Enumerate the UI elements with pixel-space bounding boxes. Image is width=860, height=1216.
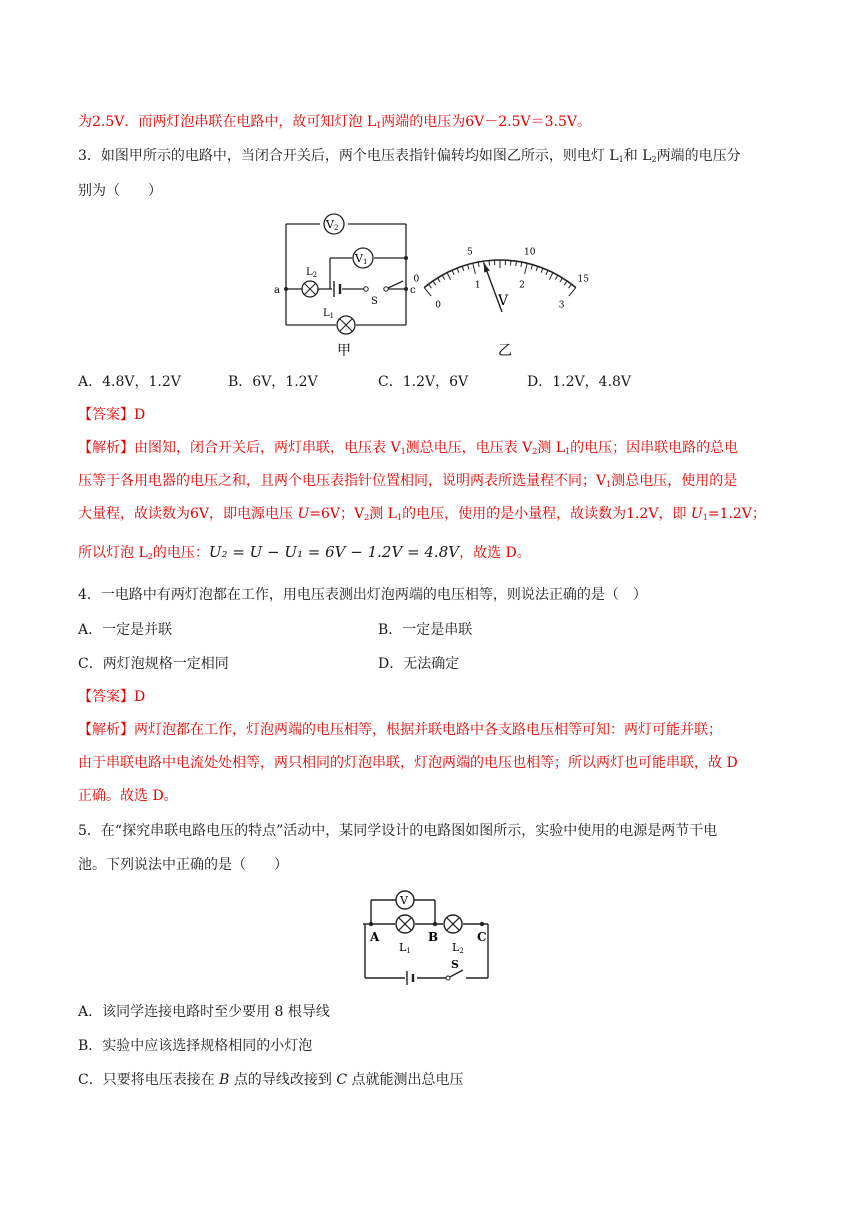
subscript: 1 bbox=[606, 480, 612, 489]
q5-option-b[interactable]: B．实验中应该选择规格相同的小灯泡 bbox=[78, 1038, 313, 1054]
formula: U₂ = U − U₁ = 6V − 1.2V = 4.8V bbox=[208, 543, 460, 561]
italic-symbol: U bbox=[690, 506, 703, 522]
v1-label: V1 bbox=[355, 252, 368, 266]
dial-tick bbox=[478, 262, 479, 267]
q3-stem-line2: 别为（ ） bbox=[78, 183, 162, 199]
analysis-text: 压等于各用电器的电压之和，且两个电压表指针位置相同，说明两表所选量程不同；V bbox=[78, 473, 607, 489]
dial-tick bbox=[433, 281, 436, 285]
q4-option-c[interactable]: C．两灯泡规格一定相同 bbox=[78, 656, 229, 672]
analysis-text: 测 L bbox=[369, 506, 397, 522]
dial-tick bbox=[569, 288, 576, 296]
intro-line bbox=[78, 112, 790, 136]
analysis-tag: 【解析】 bbox=[78, 722, 134, 738]
dial-unit-label: V bbox=[498, 293, 509, 309]
italic-symbol: B bbox=[219, 1072, 230, 1088]
q3-analysis-line4 bbox=[78, 542, 790, 567]
voltmeter-label: V bbox=[400, 894, 408, 907]
answer-value: D bbox=[134, 689, 146, 705]
node-c-label: c bbox=[410, 285, 416, 296]
q4-answer-line bbox=[78, 687, 790, 707]
dial-tick bbox=[437, 278, 440, 282]
analysis-text: 两灯泡都在工作，灯泡两端的电压相等，根据并联电路中各支路电压相等可知：两灯可能并联； bbox=[134, 722, 722, 738]
node-c-label: C bbox=[477, 930, 487, 944]
dial-tick bbox=[428, 284, 431, 288]
dial-tick bbox=[447, 273, 451, 280]
dial-tick bbox=[521, 262, 522, 267]
subscript: 2 bbox=[147, 552, 153, 561]
analysis-text: 所以灯泡 L bbox=[78, 545, 148, 561]
l2-label: $L_2$ bbox=[306, 267, 318, 279]
node-b-dot bbox=[433, 922, 437, 926]
switch-contact bbox=[364, 287, 368, 291]
dial-tick bbox=[549, 273, 553, 280]
answer-tag: 【答案】 bbox=[78, 407, 134, 423]
junction-dot bbox=[404, 256, 408, 260]
option-text: C．只要将电压表接在 bbox=[78, 1072, 220, 1088]
junction-dot bbox=[284, 287, 288, 291]
option-text: 点的导线改接到 bbox=[229, 1072, 337, 1088]
dial-inner-tick-label: 1 bbox=[474, 280, 481, 291]
dial-outer-tick-label: 0 bbox=[413, 274, 420, 285]
dial-inner-tick-label: 3 bbox=[558, 300, 565, 311]
subscript: 2 bbox=[651, 155, 657, 164]
junction-dot bbox=[404, 287, 408, 291]
analysis-text: 大量程，故读数为6V，即电源电压 bbox=[78, 506, 298, 522]
analysis-text: 的电压；因串联电路的总电 bbox=[570, 440, 739, 456]
q4-option-a[interactable]: A．一定是并联 bbox=[78, 622, 173, 638]
dial-tick bbox=[457, 268, 459, 273]
analysis-text: 测总电压，电压表 V bbox=[405, 440, 533, 456]
intro-text: 两端的电压为6V－2.5V＝3.5V。 bbox=[381, 114, 591, 130]
v2-label: V2 bbox=[326, 218, 339, 232]
figure-caption-yi: 乙 bbox=[498, 343, 512, 359]
q3-option-b[interactable]: B．6V，1.2V bbox=[228, 374, 318, 390]
subscript: 1 bbox=[400, 447, 406, 456]
subscript: 1 bbox=[618, 155, 624, 164]
dial-tick bbox=[536, 266, 538, 271]
subscript: 1 bbox=[396, 513, 403, 522]
dial-tick bbox=[452, 270, 454, 275]
subscript: 1 bbox=[565, 447, 571, 456]
q5-stem-line2: 池。下列说法中正确的是（ ） bbox=[78, 857, 288, 873]
figure-caption-jia: 甲 bbox=[337, 343, 351, 359]
analysis-text: 由图知，闭合开关后，两灯串联，电压表 V bbox=[134, 440, 401, 456]
subscript: 1 bbox=[702, 513, 708, 522]
switch-label: S bbox=[371, 296, 378, 307]
dial-outer-tick-label: 5 bbox=[467, 247, 473, 258]
dial-tick bbox=[467, 265, 468, 270]
lamp-l1-icon bbox=[396, 915, 414, 933]
dial-tick bbox=[462, 266, 464, 271]
analysis-text: ，故选 D。 bbox=[459, 545, 531, 561]
dial-tick bbox=[555, 275, 557, 279]
answer-tag: 【答案】 bbox=[78, 689, 134, 705]
answer-value: D bbox=[134, 407, 146, 423]
q3-stem-text: 两端的电压分 bbox=[656, 148, 741, 164]
dial-tick bbox=[569, 284, 572, 288]
italic-symbol: U bbox=[297, 506, 310, 522]
subscript: 2 bbox=[532, 447, 538, 456]
q4-analysis-line2: 由于串联电路中电流处处相等，两只相同的灯泡串联，灯泡两端的电压也相等；所以两灯也可能串联，故 D bbox=[78, 755, 738, 771]
dial-tick bbox=[473, 263, 476, 274]
analysis-tag: 【解析】 bbox=[78, 440, 134, 456]
switch-contact bbox=[384, 287, 388, 291]
analysis-text: 的电压，使用的是小量程，故读数为1.2V，即 bbox=[402, 506, 691, 522]
q4-option-d[interactable]: D．无法确定 bbox=[378, 656, 460, 672]
lamp-l2-icon bbox=[302, 281, 318, 297]
q5-option-c[interactable] bbox=[78, 1070, 790, 1090]
dial-tick bbox=[525, 263, 528, 274]
italic-symbol: C bbox=[336, 1072, 348, 1088]
node-b-label: B bbox=[428, 930, 439, 944]
l2-label: L2 bbox=[452, 941, 464, 955]
q3-option-c[interactable]: C．1.2V，6V bbox=[378, 374, 469, 390]
dial-tick bbox=[442, 275, 444, 279]
q3-circuit-figure bbox=[268, 212, 418, 362]
q3-voltmeter-dial-figure bbox=[413, 220, 598, 362]
analysis-text: 测总电压，使用的是 bbox=[611, 473, 738, 489]
dial-outer-tick-label: 15 bbox=[577, 274, 590, 285]
dial-tick bbox=[531, 265, 532, 270]
analysis-text: 测 L bbox=[537, 440, 566, 456]
node-c-dot bbox=[480, 922, 484, 926]
lamp-l2-icon bbox=[444, 915, 462, 933]
q4-analysis-line1 bbox=[78, 720, 790, 740]
dial-tick bbox=[516, 261, 517, 266]
analysis-text: =6V；V bbox=[309, 506, 365, 522]
q5-circuit-figure bbox=[355, 884, 505, 990]
option-text: 点就能测出总电压 bbox=[347, 1072, 464, 1088]
q3-analysis-line1 bbox=[78, 438, 790, 462]
switch-contact bbox=[446, 976, 450, 980]
intro-text: 为2.5V．而两灯泡串联在电路中，故可知灯泡 L bbox=[78, 114, 377, 130]
q3-option-a[interactable]: A．4.8V，1.2V bbox=[78, 374, 181, 390]
dial-tick bbox=[541, 268, 543, 273]
lamp-l1-icon bbox=[337, 316, 355, 334]
q3-answer-line bbox=[78, 405, 790, 425]
q3-option-d[interactable]: D．1.2V，4.8V bbox=[527, 374, 631, 390]
q4-option-b[interactable]: B．一定是串联 bbox=[378, 622, 473, 638]
analysis-text: =1.2V； bbox=[707, 506, 766, 522]
q5-stem-line1: 5．在“探究串联电路电压的特点”活动中，某同学设计的电路图如图所示，实验中使用的电源是两节干电 bbox=[78, 823, 718, 839]
analysis-text: 的电压： bbox=[152, 545, 209, 561]
q3-analysis-line2 bbox=[78, 471, 790, 495]
subscript: 2 bbox=[364, 513, 370, 522]
q3-stem-text: 和 L bbox=[623, 148, 652, 164]
dial-tick bbox=[424, 288, 431, 296]
q4-analysis-line3: 正确。故选 D。 bbox=[78, 788, 178, 804]
dial-tick bbox=[564, 281, 567, 285]
dial-inner-tick-label: 0 bbox=[435, 300, 442, 311]
q5-option-a[interactable]: A．该同学连接电路时至少要用 8 根导线 bbox=[78, 1004, 330, 1020]
q3-stem-text: 3．如图甲所示的电路中，当闭合开关后，两个电压表指针偏转均如图乙所示，则电灯 L bbox=[78, 148, 619, 164]
dial-inner-tick-label: 2 bbox=[519, 280, 525, 291]
node-a-label: A bbox=[370, 930, 380, 944]
dial-tick bbox=[546, 270, 548, 275]
dial-outer-tick-label: 10 bbox=[523, 247, 536, 258]
q3-analysis-line3 bbox=[78, 504, 790, 528]
node-a-dot bbox=[369, 922, 373, 926]
subscript: 1 bbox=[376, 121, 382, 130]
l1-label: L1 bbox=[399, 941, 411, 955]
node-a-label: a bbox=[274, 285, 280, 296]
dial-tick bbox=[560, 278, 563, 282]
l1-label: $L_1$ bbox=[323, 308, 335, 320]
switch-label: S bbox=[451, 958, 459, 971]
q4-stem: 4．一电路中有两灯泡都在工作，用电压表测出灯泡两端的电压相等，则说法正确的是（ ） bbox=[78, 587, 647, 603]
q3-stem-line1 bbox=[78, 146, 790, 170]
